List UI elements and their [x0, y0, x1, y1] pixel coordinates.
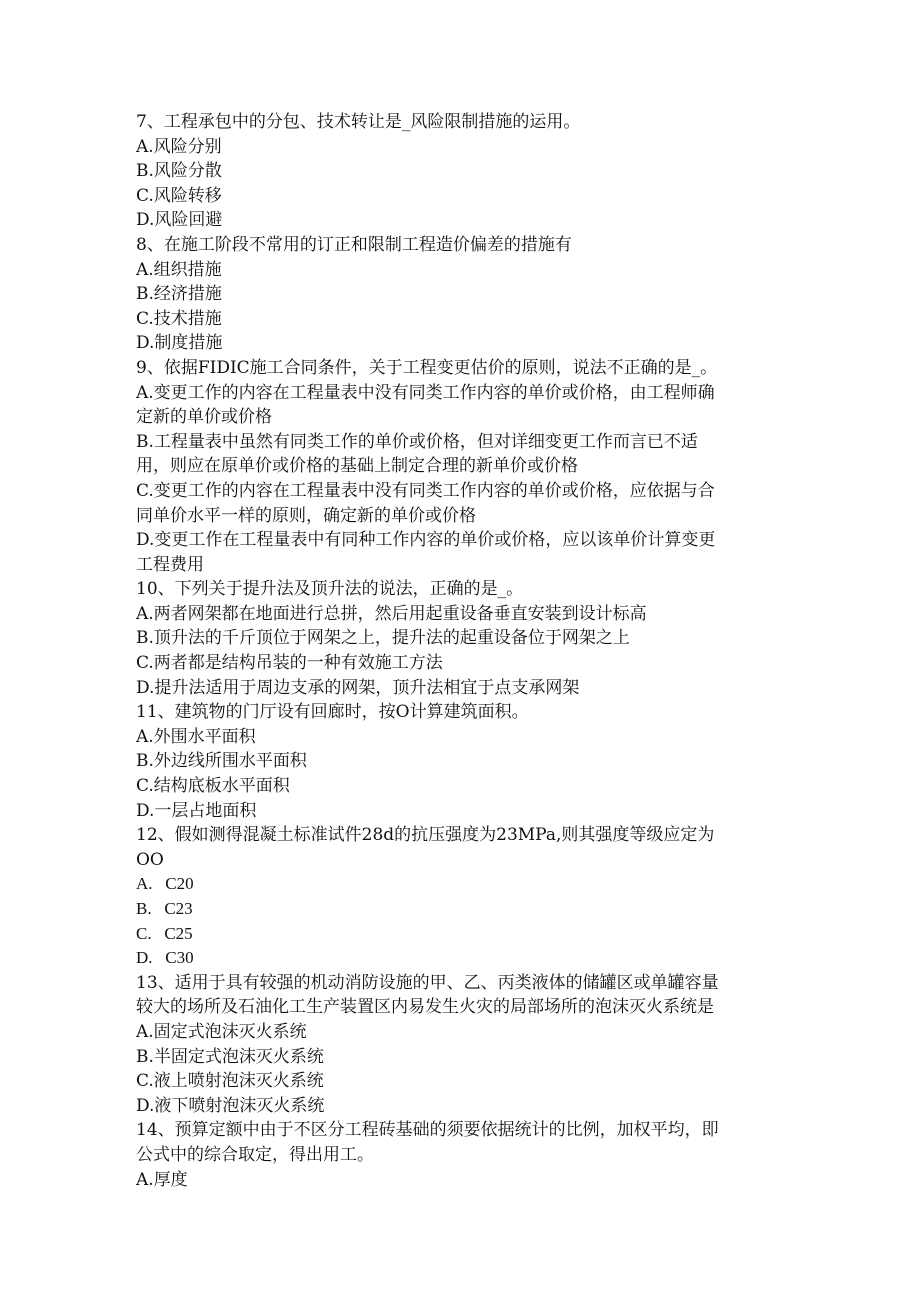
option-a: A.变更工作的内容在工程量表中没有同类工作内容的单价或价格，由工程师确 [136, 382, 715, 403]
option-a: A.厚度 [136, 1169, 188, 1190]
question-stem-continued: OO [136, 849, 164, 870]
question-stem: 7、工程承包中的分包、技术转让是_风险限制措施的运用。 [136, 112, 581, 132]
option-c: C.液上喷射泡沫灭火系统 [136, 1071, 324, 1092]
question-stem: 10、下列关于提升法及顶升法的说法，正确的是_。 [136, 579, 524, 600]
question-list [136, 110, 776, 1192]
option-b: B.顶升法的千斤顶位于网架之上，提升法的起重设备位于网架之上 [136, 628, 630, 649]
question-10 [136, 577, 776, 700]
question-stem: 13、适用于具有较强的机动消防设施的甲、乙、丙类液体的储罐区或单罐容量 [136, 972, 719, 993]
question-7 [136, 110, 776, 233]
option-d-continued: 工程费用 [136, 554, 204, 575]
option-d: D.变更工作在工程量表中有同种工作内容的单价或价格，应以该单价计算变更 [136, 530, 716, 551]
option-a: A.组织措施 [136, 259, 222, 280]
option-a: A. C20 [136, 874, 194, 894]
question-stem: 11、建筑物的门厅设有回廊时，按O计算建筑面积。 [136, 702, 529, 723]
option-a: A.两者网架都在地面进行总拼，然后用起重设备垂直安装到设计标高 [136, 603, 647, 624]
question-stem: 9、依据FIDIC施工合同条件，关于工程变更估价的原则，说法不正确的是_。 [136, 357, 718, 378]
option-a: A.风险分别 [136, 136, 222, 157]
question-11 [136, 700, 776, 823]
option-a: A.外围水平面积 [136, 726, 256, 747]
option-a-continued: 定新的单价或价格 [136, 407, 272, 428]
option-a: A.固定式泡沫灭火系统 [136, 1021, 307, 1042]
option-d: D.提升法适用于周边支承的网架，顶升法相宜于点支承网架 [136, 677, 580, 698]
question-12 [136, 823, 776, 971]
option-b: B.工程量表中虽然有同类工作的单价或价格，但对详细变更工作而言已不适 [136, 431, 698, 452]
option-c: C.两者都是结构吊装的一种有效施工方法 [136, 653, 443, 674]
option-c: C.技术措施 [136, 308, 222, 329]
option-d: D.一层占地面积 [136, 800, 257, 821]
question-stem-continued: 较大的场所及石油化工生产装置区内易发生火灾的局部场所的泡沫灭火系统是 [136, 997, 714, 1018]
option-c: C.风险转移 [136, 185, 222, 206]
option-b: B.风险分散 [136, 161, 222, 182]
option-b: B.经济措施 [136, 284, 222, 305]
question-stem: 12、假如测得混凝土标准试件28d的抗压强度为23MPa,则其强度等级应定为 [136, 825, 715, 846]
option-d: D.制度措施 [136, 333, 223, 354]
option-b: B.外边线所围水平面积 [136, 751, 307, 772]
question-13 [136, 971, 776, 1119]
question-9 [136, 356, 776, 577]
question-stem-continued: 公式中的综合取定，得出用工。 [136, 1144, 374, 1165]
option-d: D. C30 [136, 948, 194, 968]
option-c: C.结构底板水平面积 [136, 776, 290, 797]
option-c: C. C25 [136, 923, 193, 943]
option-d: D.液下喷射泡沫灭火系统 [136, 1095, 325, 1116]
option-b: B.半固定式泡沫灭火系统 [136, 1046, 324, 1067]
question-8 [136, 233, 776, 356]
question-stem: 8、在施工阶段不常用的订正和限制工程造价偏差的措施有 [136, 234, 572, 255]
option-b-continued: 用，则应在原单价或价格的基础上制定合理的新单价或价格 [136, 456, 578, 477]
question-stem: 14、预算定额中由于不区分工程砖基础的须要依据统计的比例，加权平均，即 [136, 1120, 719, 1141]
option-c: C.变更工作的内容在工程量表中没有同类工作内容的单价或价格，应依据与合 [136, 480, 715, 501]
option-c-continued: 同单价水平一样的原则，确定新的单价或价格 [136, 505, 476, 526]
option-b: B. C23 [136, 899, 193, 918]
question-14 [136, 1118, 776, 1192]
option-d: D.风险回避 [136, 210, 223, 231]
